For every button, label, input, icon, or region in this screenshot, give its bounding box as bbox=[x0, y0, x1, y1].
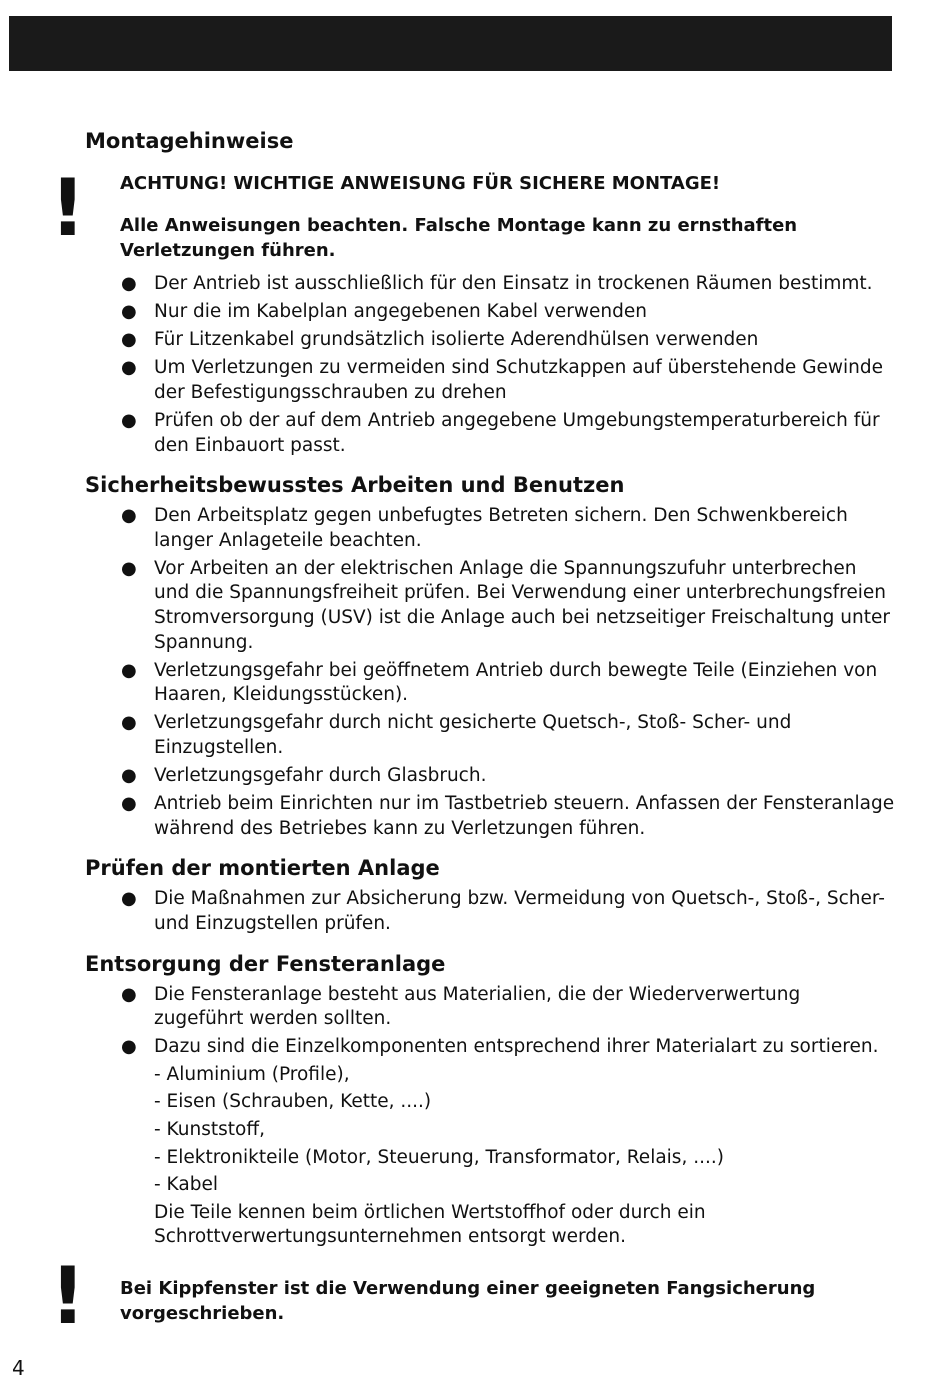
entsorgung-list bbox=[85, 983, 895, 1250]
list-item: ● Der Antrieb ist ausschließlich für den Einsatz in trockenen Räumen bestimmt. bbox=[85, 272, 895, 297]
disposal-note: Die Teile kennen beim örtlichen Wertstoffhof oder durch ein Schrottverwertungsunternehmen entsorgt werden. bbox=[154, 1201, 706, 1248]
material-item: - Elektronikteile (Motor, Steuerung, Transformator, Relais, ....) bbox=[154, 1146, 724, 1168]
warning-exclamation-icon: ! bbox=[50, 164, 86, 254]
heading-pruefen: Prüfen der montierten Anlage bbox=[85, 856, 440, 881]
bullet-icon: ● bbox=[121, 888, 137, 910]
bullet-icon: ● bbox=[121, 329, 137, 351]
bullet-icon: ● bbox=[121, 557, 137, 579]
warning-title: ACHTUNG! WICHTIGE ANWEISUNG FÜR SICHERE MONTAGE! bbox=[120, 173, 721, 194]
material-item: - Kabel bbox=[154, 1174, 218, 1196]
list-item: ● Verletzungsgefahr durch nicht gesicherte Quetsch-, Stoß- Scher- und Einzugstellen. bbox=[121, 712, 792, 758]
bullet-icon: ● bbox=[121, 1036, 137, 1058]
list-item: ● Prüfen ob der auf dem Antrieb angegebene Umgebungstemperaturbereich für den Einbauort passt. bbox=[121, 409, 880, 456]
list-item: ● Dazu sind die Einzelkomponenten entsprechend ihrer Materialart zu sortieren. - Aluminium (Profile), - Eisen (Schrauben, Kette, ....) - Kunststoff, - Elektronikteile (Motor, Steuerung, Transformator, Relais, ....) - Kabel Die Teile kennen beim örtlichen Wertstoffhof oder durch ein Schrottverwertungsunternehmen entsorgt werden. bbox=[85, 1035, 895, 1250]
bullet-icon: ● bbox=[121, 409, 137, 431]
sicherheit-list bbox=[85, 504, 895, 841]
list-item: ● Nur die im Kabelplan angegebenen Kabel verwenden bbox=[85, 300, 895, 325]
list-item: ● Die Fensteranlage besteht aus Materialien, die der Wiederverwertung zugeführt werden sollten. bbox=[121, 983, 801, 1030]
heading-entsorgung: Entsorgung der Fensteranlage bbox=[85, 951, 446, 976]
bullet-icon: ● bbox=[121, 357, 137, 379]
final-warning: Bei Kippfenster ist die Verwendung einer geeigneten Fangsicherung vorgeschrieben. bbox=[120, 1278, 816, 1324]
bullet-icon: ● bbox=[121, 505, 137, 527]
list-item: ● Vor Arbeiten an der elektrischen Anlage die Spannungszufuhr unterbrechen und die Spannungsfreiheit prüfen. Bei Verwendung einer unterbrechungsfreien Stromversorgung (USV) ist die Anlage auch bei netzseitiger Freischaltung unter Spannung. bbox=[121, 557, 890, 653]
page-content bbox=[85, 128, 895, 1254]
bullet-icon: ● bbox=[121, 659, 137, 681]
list-item: ● Verletzungsgefahr durch Glasbruch. bbox=[85, 764, 895, 789]
bullet-icon: ● bbox=[121, 765, 137, 787]
list-item: ● Für Litzenkabel grundsätzlich isolierte Aderendhülsen verwenden bbox=[85, 328, 895, 353]
bullet-icon: ● bbox=[121, 273, 137, 294]
bullet-icon: ● bbox=[121, 793, 137, 815]
warning-exclamation-icon: ! bbox=[50, 1252, 86, 1342]
bullet-icon: ● bbox=[121, 983, 137, 1005]
pruefen-list bbox=[85, 887, 895, 936]
bullet-icon: ● bbox=[121, 712, 137, 734]
warning-body: Alle Anweisungen beachten. Falsche Montage kann zu ernsthaften Verletzungen führen. bbox=[120, 215, 798, 261]
header-bar bbox=[9, 16, 892, 71]
list-item: ● Die Maßnahmen zur Absicherung bzw. Vermeidung von Quetsch-, Stoß-, Scher- und Einzugstellen prüfen. bbox=[121, 888, 885, 934]
bullet-icon: ● bbox=[121, 301, 137, 323]
heading-montagehinweise: Montagehinweise bbox=[85, 129, 294, 153]
list-item: ● Antrieb beim Einrichten nur im Tastbetrieb steuern. Anfassen der Fensteranlage während des Betriebes kann zu Verletzungen führen. bbox=[121, 793, 895, 839]
list-item: ● Um Verletzungen zu vermeiden sind Schutzkappen auf überstehende Gewinde der Befestigungsschrauben zu drehen bbox=[121, 357, 884, 403]
material-item: - Eisen (Schrauben, Kette, ....) bbox=[154, 1091, 432, 1113]
montage-list bbox=[85, 272, 895, 458]
list-item: ● Den Arbeitsplatz gegen unbefugtes Betreten sichern. Den Schwenkbereich langer Anlageteile beachten. bbox=[121, 505, 848, 551]
page-number: 4 bbox=[12, 1356, 25, 1380]
list-item: ● Verletzungsgefahr bei geöffnetem Antrieb durch bewegte Teile (Einziehen von Haaren, Kleidungsstücken). bbox=[121, 659, 878, 706]
material-item: - Aluminium (Profile), bbox=[154, 1063, 350, 1085]
material-item: - Kunststoff, bbox=[154, 1119, 265, 1141]
heading-sicherheit: Sicherheitsbewusstes Arbeiten und Benutzen bbox=[85, 473, 625, 498]
